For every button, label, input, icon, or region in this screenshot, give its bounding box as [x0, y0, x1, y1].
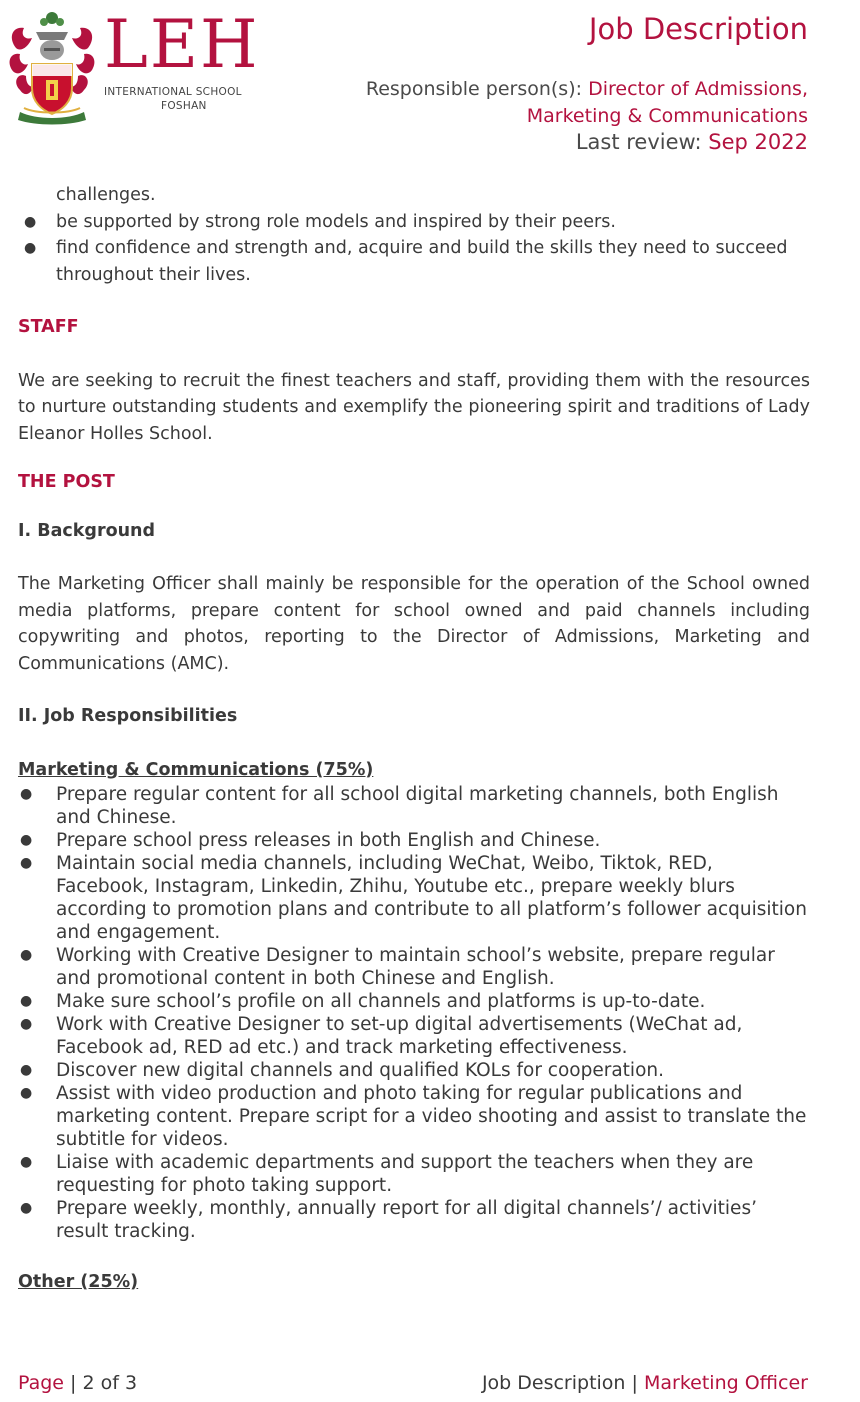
review-value: Sep 2022: [708, 130, 808, 154]
school-crest-icon: [6, 8, 98, 126]
staff-heading: STAFF: [18, 317, 79, 337]
bullet-icon: ●: [20, 786, 33, 802]
footer-separator: |: [70, 1372, 77, 1394]
logo-leh-text: LEH: [104, 6, 260, 83]
document-title: Job Description: [588, 12, 808, 46]
footer-job-title: Marketing Officer: [643, 1372, 808, 1394]
list-item: [18, 235, 810, 288]
school-logo: [104, 6, 260, 112]
list-item: [18, 1013, 810, 1059]
list-item: [18, 852, 810, 944]
bullet-icon: ●: [20, 1062, 33, 1078]
logo-city: FOSHAN: [161, 100, 207, 112]
page-footer-right: [482, 1372, 808, 1394]
last-review: [576, 130, 808, 154]
marcom-heading: Marketing & Communications (75%): [18, 759, 374, 780]
page-label: Page: [18, 1372, 64, 1394]
page-footer-left: [18, 1372, 137, 1394]
bullet-icon: ●: [20, 947, 33, 963]
page-number: 2 of 3: [82, 1372, 138, 1394]
bullet-icon: ●: [20, 832, 33, 848]
list-item: [18, 783, 810, 829]
staff-paragraph: We are seeking to recruit the finest teachers and staff, providing them with the resources to nurture outstanding students and exemplify the pioneering spirit and traditions of Lady Eleanor Holles School.: [18, 370, 810, 444]
marcom-list: [18, 783, 810, 1243]
list-item: [18, 990, 810, 1013]
document-body: [18, 182, 810, 1296]
responsibilities-heading: II. Job Responsibilities: [18, 706, 238, 726]
bullet-icon: ●: [20, 1154, 33, 1170]
list-item-text: Prepare school press releases in both English and Chinese.: [56, 830, 601, 851]
list-item: [18, 1197, 810, 1243]
background-paragraph: The Marketing Officer shall mainly be responsible for the operation of the School owned media platforms, prepare content for school owned and paid channels including copywriting and photos, reporting to the Director of Admissions, Marketing and Communications (AMC).: [18, 574, 810, 674]
bullet-icon: ●: [20, 993, 33, 1009]
list-item-text: Make sure school’s profile on all channels and platforms is up-to-date.: [56, 991, 706, 1012]
bullet-icon: ●: [20, 1200, 33, 1216]
responsible-value: Director of Admissions, Marketing & Communications: [526, 78, 808, 127]
list-item: [18, 944, 810, 990]
list-item-text: Prepare regular content for all school digital marketing channels, both English and Chinese.: [56, 784, 779, 828]
list-item: [18, 1082, 810, 1151]
post-heading: THE POST: [18, 472, 115, 492]
footer-separator: |: [631, 1372, 638, 1394]
bullet-icon: ●: [20, 1016, 33, 1032]
list-item-text: challenges.: [56, 185, 156, 205]
logo-subtitle: INTERNATIONAL SCHOOL: [104, 86, 242, 98]
list-item: [18, 829, 810, 852]
bullet-icon: ●: [24, 240, 37, 256]
bullet-icon: ●: [20, 855, 33, 871]
list-item-text: Prepare weekly, monthly, annually report for all digital channels’/ activities’ result tracking.: [56, 1198, 757, 1242]
list-item-text: Assist with video production and photo taking for regular publications and marketing content. Prepare script for a video shooting and assist to translate the subtitle for videos.: [56, 1083, 807, 1150]
list-item: [18, 209, 810, 236]
list-item-text: Discover new digital channels and qualified KOLs for cooperation.: [56, 1060, 664, 1081]
list-item-text: be supported by strong role models and inspired by their peers.: [56, 211, 616, 232]
list-item: [18, 182, 810, 209]
bullet-icon: ●: [24, 213, 37, 230]
list-item-text: Working with Creative Designer to maintain school’s website, prepare regular and promotional content in both Chinese and English.: [56, 945, 775, 989]
list-item-text: Liaise with academic departments and support the teachers when they are requesting for photo taking support.: [56, 1152, 754, 1196]
page-header: [0, 0, 860, 170]
responsible-label: Responsible person(s):: [365, 78, 583, 100]
list-item-text: find confidence and strength and, acquire and build the skills they need to succeed throughout their lives.: [56, 238, 788, 285]
list-item: [18, 1059, 810, 1082]
other-heading: Other (25%): [18, 1272, 139, 1292]
background-heading: I. Background: [18, 520, 156, 541]
footer-doc-label: Job Description: [481, 1372, 626, 1394]
review-label: Last review:: [575, 130, 702, 154]
intro-list: [18, 182, 810, 288]
list-item-text: Maintain social media channels, including WeChat, Weibo, Tiktok, RED, Facebook, Instagram, Linkedin, Zhihu, Youtube etc., prepare weekly blurs according to promotion plans and contribute to all platform’s follower acquisition and engagement.: [56, 853, 807, 943]
list-item: [18, 1151, 810, 1197]
bullet-icon: ●: [20, 1085, 33, 1101]
list-item-text: Work with Creative Designer to set-up digital advertisements (WeChat ad, Facebook ad, RED ad etc.) and track marketing effectiveness.: [56, 1014, 743, 1058]
responsible-persons: [268, 76, 808, 130]
